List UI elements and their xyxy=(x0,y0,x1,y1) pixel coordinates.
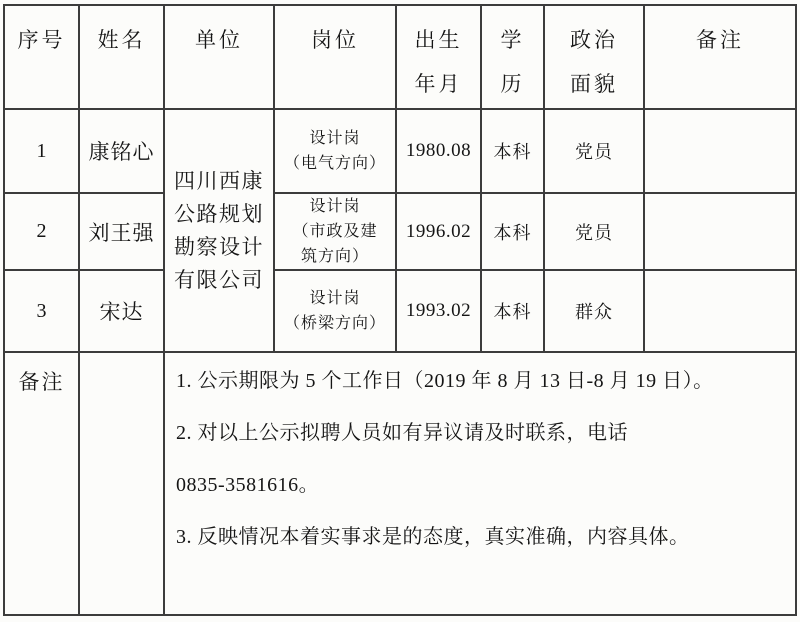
header-remarks-label: 备注 xyxy=(696,28,744,52)
political-cell: 党员 xyxy=(544,109,644,193)
footer-empty-cell xyxy=(79,352,164,615)
unit-line: 有限公司 xyxy=(174,267,264,292)
header-education: 学 历 xyxy=(481,5,544,109)
political-cell: 群众 xyxy=(544,270,644,352)
birth-cell: 1996.02 xyxy=(396,193,481,270)
table-row xyxy=(4,109,796,193)
header-position xyxy=(274,5,396,109)
page xyxy=(0,4,800,622)
birth-cell: 1993.02 xyxy=(396,270,481,352)
table-row xyxy=(4,193,796,270)
note-line: 2. 对以上公示拟聘人员如有异议请及时联系，电话 xyxy=(176,422,628,444)
footer-label: 备注 xyxy=(4,352,79,615)
name-cell: 宋达 xyxy=(79,270,164,352)
education-cell: 本科 xyxy=(481,270,544,352)
header-position-label: 岗位 xyxy=(311,28,359,52)
index-cell: 3 xyxy=(4,270,79,352)
header-name xyxy=(79,5,164,109)
header-remarks xyxy=(644,5,796,109)
note-line: 3. 反映情况本着实事求是的态度，真实准确，内容具体。 xyxy=(176,526,690,548)
header-name-label: 姓名 xyxy=(97,28,146,52)
unit-line: 公路规划 xyxy=(174,201,264,226)
remark-cell xyxy=(644,270,796,352)
name-cell: 刘王强 xyxy=(79,193,164,270)
announcement-table xyxy=(3,4,797,616)
header-unit xyxy=(164,5,274,109)
name-cell: 康铭心 xyxy=(79,109,164,193)
position-cell: 设计岗 （桥梁方向） xyxy=(274,270,396,352)
note-line: 0835-3581616。 xyxy=(176,474,320,496)
footer-row xyxy=(4,352,796,615)
remark-cell xyxy=(644,109,796,193)
header-row xyxy=(4,5,796,109)
position-cell: 设计岗 （电气方向） xyxy=(274,109,396,193)
header-index-label: 序号 xyxy=(17,28,66,52)
index-cell: 2 xyxy=(4,193,79,270)
position-cell: 设计岗 （市政及建 筑方向） xyxy=(274,193,396,270)
birth-cell: 1980.08 xyxy=(396,109,481,193)
remark-cell xyxy=(644,193,796,270)
header-political-status: 政治 面貌 xyxy=(544,5,644,109)
header-birth-date: 出生 年月 xyxy=(396,5,481,109)
unit-line: 勘察设计 xyxy=(174,234,264,259)
unit-line: 四川西康 xyxy=(174,168,264,193)
unit-cell xyxy=(164,109,274,352)
footer-notes xyxy=(164,352,796,615)
education-cell: 本科 xyxy=(481,193,544,270)
table-row xyxy=(4,270,796,352)
index-cell: 1 xyxy=(4,109,79,193)
education-cell: 本科 xyxy=(481,109,544,193)
header-index xyxy=(4,5,79,109)
political-cell: 党员 xyxy=(544,193,644,270)
note-line: 1. 公示期限为 5 个工作日（2019 年 8 月 13 日-8 月 19 日）。 xyxy=(176,370,714,392)
header-unit-label: 单位 xyxy=(195,28,243,52)
